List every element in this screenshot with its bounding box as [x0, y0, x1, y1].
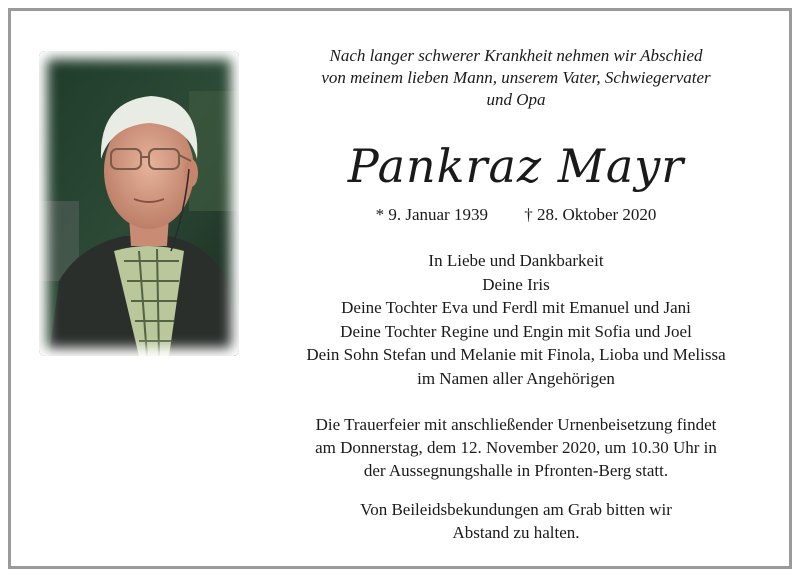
service-line: der Aussegnungshalle in Pfronten-Berg statt.	[363, 461, 669, 480]
service-line: am Donnerstag, dem 12. November 2020, um 10.30 Uhr in	[315, 438, 717, 457]
intro-line: Nach langer schwerer Krankheit nehmen wir Abschied	[329, 46, 703, 65]
mourner-line: Deine Tochter Regine und Engin mit Sofia und Joel	[340, 321, 692, 341]
service-info	[261, 413, 771, 482]
obituary-text	[261, 11, 771, 566]
death-date: † 28. Oktober 2020	[524, 205, 657, 224]
service-line: Die Trauerfeier mit anschließender Urnenbeisetzung findet	[315, 415, 717, 434]
mourner-line: In Liebe und Dankbarkeit	[428, 251, 604, 270]
condolence-note	[261, 498, 771, 544]
mourner-line: Deine Iris	[482, 274, 550, 294]
condolence-line: Von Beileidsbekundungen am Grab bitten wir	[360, 500, 672, 519]
portrait-photo	[39, 51, 239, 356]
intro-line: von meinem lieben Mann, unserem Vater, Schwiegervater	[321, 68, 711, 87]
deceased-name: Pankraz Mayr	[347, 139, 685, 193]
mourner-line: Deine Tochter Eva und Ferdl mit Emanuel und Jani	[341, 298, 691, 317]
life-dates	[261, 204, 771, 226]
mourner-line: im Namen aller Angehörigen	[417, 368, 615, 388]
portrait-illustration	[39, 51, 239, 356]
birth-date: * 9. Januar 1939	[375, 205, 488, 224]
mourners-list	[261, 249, 771, 390]
intro-line: und Opa	[486, 90, 546, 109]
mourner-line: Dein Sohn Stefan und Melanie mit Finola, Lioba und Melissa	[306, 345, 726, 364]
obituary-card	[8, 8, 792, 569]
intro-text	[261, 45, 771, 111]
condolence-line: Abstand zu halten.	[452, 523, 580, 542]
